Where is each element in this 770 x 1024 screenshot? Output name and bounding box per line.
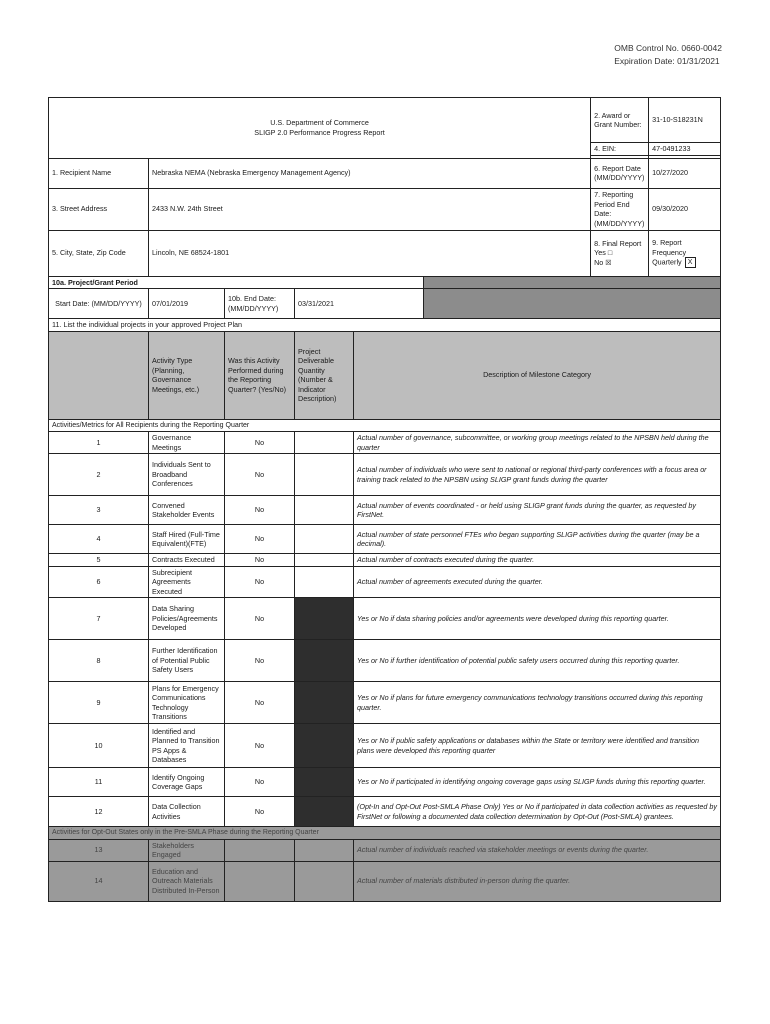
activity-type: Identified and Planned to Transition PS Apps & Databases bbox=[149, 724, 225, 768]
milestone-description: Actual number of individuals reached via stakeholder meetings or events during the quarter. bbox=[354, 839, 721, 861]
deliverable-quantity bbox=[295, 640, 354, 682]
row-number: 5 bbox=[49, 554, 149, 567]
performed-value: No bbox=[225, 640, 295, 682]
milestone-description: (Opt-In and Opt-Out Post-SMLA Phase Only) Yes or No if participated in data collection activities as requested by FirstNet or following a documented data collection determination by Opt-Out (Post-SMLA) grantees. bbox=[354, 797, 721, 827]
award-value: 31-10-S18231N bbox=[649, 98, 721, 143]
deliverable-quantity bbox=[295, 525, 354, 554]
row-number: 1 bbox=[49, 432, 149, 454]
column-performed: Was this Activity Performed during the Reporting Quarter? (Yes/No) bbox=[225, 331, 295, 419]
table-row bbox=[49, 598, 721, 640]
form-title-cell bbox=[49, 98, 591, 159]
ein-value: 47-0491233 bbox=[649, 143, 721, 156]
table-row bbox=[49, 724, 721, 768]
report-title: SLIGP 2.0 Performance Progress Report bbox=[254, 127, 385, 137]
milestone-description: Yes or No if plans for future emergency communications technology transitions occurred during this reporting quarter. bbox=[354, 682, 721, 724]
section-all-recipients: Activities/Metrics for All Recipients during the Reporting Quarter bbox=[49, 419, 721, 432]
table-row bbox=[49, 839, 721, 861]
row-number: 11 bbox=[49, 768, 149, 797]
milestone-description: Actual number of materials distributed in-person during the quarter. bbox=[354, 861, 721, 901]
deliverable-quantity bbox=[295, 598, 354, 640]
row-number: 6 bbox=[49, 566, 149, 598]
performed-value bbox=[225, 839, 295, 861]
table-row bbox=[49, 432, 721, 454]
performed-value: No bbox=[225, 724, 295, 768]
projects-title: 11. List the individual projects in your approved Project Plan bbox=[49, 319, 721, 332]
activity-type: Governance Meetings bbox=[149, 432, 225, 454]
deliverable-quantity bbox=[295, 682, 354, 724]
ein-label: 4. EIN: bbox=[591, 143, 649, 156]
performed-value: No bbox=[225, 566, 295, 598]
row-number: 10 bbox=[49, 724, 149, 768]
quarterly-checkbox[interactable]: X bbox=[685, 257, 696, 268]
column-description: Description of Milestone Category bbox=[354, 331, 721, 419]
period-shaded bbox=[424, 276, 721, 289]
deliverable-quantity bbox=[295, 797, 354, 827]
start-date-value: 07/01/2019 bbox=[149, 289, 225, 319]
final-report-label: 8. Final Report bbox=[594, 238, 642, 248]
milestone-description: Actual number of governance, subcommittee, or working group meetings related to the NPSBN held during the quarter bbox=[354, 432, 721, 454]
performed-value: No bbox=[225, 525, 295, 554]
report-date-label: 6. Report Date (MM/DD/YYYY) bbox=[591, 158, 649, 188]
row-number: 7 bbox=[49, 598, 149, 640]
table-row bbox=[49, 640, 721, 682]
milestone-description: Yes or No if public safety applications or databases within the State or territory were identified and transition plans were developed this reporting quarter bbox=[354, 724, 721, 768]
performed-value: No bbox=[225, 768, 295, 797]
city-label: 5. City, State, Zip Code bbox=[49, 230, 149, 276]
milestone-description: Yes or No if further identification of potential public safety users occurred during this reporting quarter. bbox=[354, 640, 721, 682]
performed-value: No bbox=[225, 432, 295, 454]
street-label: 3. Street Address bbox=[49, 188, 149, 230]
deliverable-quantity bbox=[295, 496, 354, 525]
column-activity: Activity Type (Planning, Governance Meetings, etc.) bbox=[149, 331, 225, 419]
final-report-yes[interactable]: Yes □ bbox=[594, 248, 613, 258]
recipient-label: 1. Recipient Name bbox=[49, 158, 149, 188]
final-report-no-checkbox[interactable]: ☒ bbox=[605, 257, 612, 267]
period-title: 10a. Project/Grant Period bbox=[49, 276, 424, 289]
final-report-cell bbox=[591, 230, 649, 276]
deliverable-quantity bbox=[295, 839, 354, 861]
row-number: 3 bbox=[49, 496, 149, 525]
milestone-description: Actual number of individuals who were sent to national or regional third-party conferences with a focus area or training track related to the NPSBN using SLIGP grant funds during the quarter bbox=[354, 454, 721, 496]
activity-type: Data Sharing Policies/Agreements Developed bbox=[149, 598, 225, 640]
deliverable-quantity bbox=[295, 554, 354, 567]
table-row bbox=[49, 768, 721, 797]
award-label: 2. Award or Grant Number: bbox=[591, 98, 649, 143]
activity-type: Data Collection Activities bbox=[149, 797, 225, 827]
start-date-label: Start Date: (MM/DD/YYYY) bbox=[49, 289, 149, 319]
frequency-cell bbox=[649, 230, 721, 276]
report-date-value: 10/27/2020 bbox=[649, 158, 721, 188]
deliverable-quantity bbox=[295, 454, 354, 496]
street-value: 2433 N.W. 24th Street bbox=[149, 188, 591, 230]
end-date-value: 03/31/2021 bbox=[295, 289, 424, 319]
activity-type: Stakeholders Engaged bbox=[149, 839, 225, 861]
activity-type: Education and Outreach Materials Distributed In-Person bbox=[149, 861, 225, 901]
performed-value: No bbox=[225, 496, 295, 525]
omb-control-number: OMB Control No. 0660-0042 bbox=[614, 43, 722, 53]
performed-value bbox=[225, 861, 295, 901]
deliverable-quantity bbox=[295, 724, 354, 768]
city-value: Lincoln, NE 68524-1801 bbox=[149, 230, 591, 276]
performed-value: No bbox=[225, 598, 295, 640]
activity-type: Staff Hired (Full-Time Equivalent)(FTE) bbox=[149, 525, 225, 554]
table-row bbox=[49, 454, 721, 496]
period-shaded-2 bbox=[424, 289, 721, 319]
final-report-no[interactable]: No ☒ bbox=[594, 257, 612, 267]
department-title: U.S. Department of Commerce bbox=[270, 118, 369, 128]
deliverable-quantity bbox=[295, 566, 354, 598]
row-number: 13 bbox=[49, 839, 149, 861]
activity-type: Further Identification of Potential Public Safety Users bbox=[149, 640, 225, 682]
milestone-description: Yes or No if participated in identifying ongoing coverage gaps using SLIGP funds during this reporting quarter. bbox=[354, 768, 721, 797]
row-number: 8 bbox=[49, 640, 149, 682]
row-number: 2 bbox=[49, 454, 149, 496]
activity-type: Contracts Executed bbox=[149, 554, 225, 567]
frequency-label: 9. Report Frequency bbox=[652, 238, 687, 257]
row-number: 14 bbox=[49, 861, 149, 901]
performed-value: No bbox=[225, 682, 295, 724]
activity-type: Plans for Emergency Communications Technology Transitions bbox=[149, 682, 225, 724]
column-number bbox=[49, 331, 149, 419]
table-row bbox=[49, 525, 721, 554]
milestone-description: Actual number of contracts executed during the quarter. bbox=[354, 554, 721, 567]
row-number: 4 bbox=[49, 525, 149, 554]
milestone-description: Actual number of state personnel FTEs who began supporting SLIGP activities during the quarter (may be a decimal). bbox=[354, 525, 721, 554]
final-report-yes-checkbox[interactable]: □ bbox=[607, 248, 613, 258]
deliverable-quantity bbox=[295, 768, 354, 797]
section-opt-out: Activities for Opt-Out States only in the Pre-SMLA Phase during the Reporting Quarter bbox=[49, 827, 721, 840]
row-number: 12 bbox=[49, 797, 149, 827]
table-row bbox=[49, 861, 721, 901]
milestone-description: Actual number of agreements executed during the quarter. bbox=[354, 566, 721, 598]
table-row bbox=[49, 682, 721, 724]
performed-value: No bbox=[225, 797, 295, 827]
recipient-value: Nebraska NEMA (Nebraska Emergency Management Agency) bbox=[149, 158, 591, 188]
milestone-description: Actual number of events coordinated - or held using SLIGP grant funds during the quarter, as requested by FirstNet. bbox=[354, 496, 721, 525]
frequency-quarterly[interactable]: Quarterly X bbox=[652, 257, 717, 268]
omb-notice bbox=[614, 42, 722, 68]
row-number: 9 bbox=[49, 682, 149, 724]
progress-report-form bbox=[48, 97, 721, 902]
deliverable-quantity bbox=[295, 432, 354, 454]
deliverable-quantity bbox=[295, 861, 354, 901]
activity-type: Subrecipient Agreements Executed bbox=[149, 566, 225, 598]
table-row bbox=[49, 496, 721, 525]
activity-type: Individuals Sent to Broadband Conferences bbox=[149, 454, 225, 496]
table-row bbox=[49, 566, 721, 598]
table-row bbox=[49, 797, 721, 827]
milestone-description: Yes or No if data sharing policies and/or agreements were developed during this reporting quarter. bbox=[354, 598, 721, 640]
performed-value: No bbox=[225, 554, 295, 567]
omb-expiration-date: Expiration Date: 01/31/2021 bbox=[614, 56, 720, 66]
end-date-label: 10b. End Date: (MM/DD/YYYY) bbox=[225, 289, 295, 319]
column-deliverable: Project Deliverable Quantity (Number & Indicator Description) bbox=[295, 331, 354, 419]
table-row bbox=[49, 554, 721, 567]
activity-type: Identify Ongoing Coverage Gaps bbox=[149, 768, 225, 797]
reporting-period-value: 09/30/2020 bbox=[649, 188, 721, 230]
reporting-period-label: 7. Reporting Period End Date: (MM/DD/YYYY) bbox=[591, 188, 649, 230]
activity-type: Convened Stakeholder Events bbox=[149, 496, 225, 525]
performed-value: No bbox=[225, 454, 295, 496]
